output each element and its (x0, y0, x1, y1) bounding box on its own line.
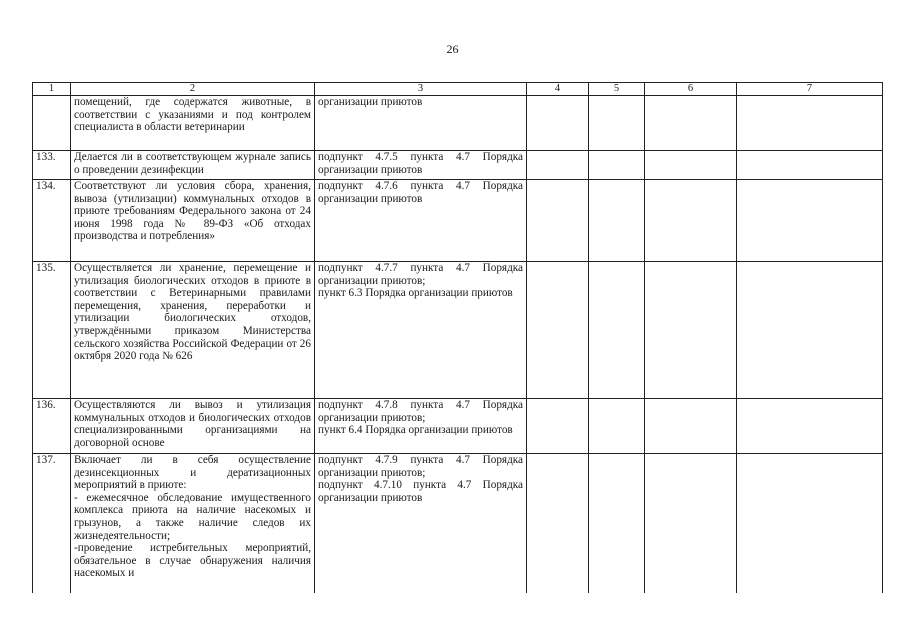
cell-col5 (589, 96, 645, 151)
cell-col6 (645, 454, 737, 593)
requirement-text (71, 96, 315, 151)
requirement-text (71, 399, 315, 454)
cell-col5 (589, 399, 645, 454)
page-number: 26 (446, 42, 459, 56)
row-number: 135. (33, 262, 71, 399)
table-row (33, 454, 883, 593)
reference-line: пункт 6.3 Порядка организации приютов (318, 287, 513, 300)
requirement-text (71, 454, 315, 593)
cell-col7 (737, 96, 883, 151)
reference-line: пункт 6.4 Порядка организации приютов (318, 424, 513, 437)
reference-line: подпункт 4.7.6 пункта 4.7 Порядка организации приютов (318, 180, 523, 205)
row-number: 133. (33, 151, 71, 180)
cell-col5 (589, 262, 645, 399)
cell-col6 (645, 399, 737, 454)
requirement-line: - ежемесячное обследование имущественного комплекса приюта на наличие насекомых и грызунов, а также наличие следов их жизнедеятельности; (74, 491, 311, 542)
column-header-1: 1 (33, 83, 71, 96)
reference-line: подпункт 4.7.10 пункта 4.7 Порядка организации приютов (318, 479, 523, 504)
cell-col5 (589, 454, 645, 593)
cell-col6 (645, 151, 737, 180)
column-header-5: 5 (589, 83, 645, 96)
cell-col6 (645, 96, 737, 151)
header-row (33, 83, 883, 96)
cell-col7 (737, 180, 883, 262)
requirement-line: Соответствуют ли условия сбора, хранения, вывоза (утилизации) коммунальных отходов в приюте требованиям Федерального закона от 24 июня 1998 года № 89-ФЗ «Об отходах производства и потребления» (74, 180, 311, 243)
reference-line: подпункт 4.7.8 пункта 4.7 Порядка организации приютов; (318, 399, 523, 424)
requirement-line: Делается ли в соответствующем журнале запись о проведении дезинфекции (74, 151, 311, 176)
cell-col7 (737, 262, 883, 399)
column-header-7: 7 (737, 83, 883, 96)
reference-line: подпункт 4.7.5 пункта 4.7 Порядка организации приютов (318, 151, 523, 176)
legal-reference (315, 180, 527, 262)
cell-col4 (527, 180, 589, 262)
cell-col7 (737, 399, 883, 454)
column-header-3: 3 (315, 83, 527, 96)
requirement-text (71, 151, 315, 180)
column-header-6: 6 (645, 83, 737, 96)
row-number: 137. (33, 454, 71, 593)
requirement-line: -проведение истребительных мероприятий, обязательное в случае обнаружения наличия насекомых и (74, 542, 311, 580)
row-number (33, 96, 71, 151)
table-row (33, 180, 883, 262)
reference-line: подпункт 4.7.9 пункта 4.7 Порядка организации приютов; (318, 454, 523, 479)
legal-reference (315, 399, 527, 454)
requirement-line: Включает ли в себя осуществление дезинсекционных и дератизационных мероприятий в приюте: (74, 454, 311, 492)
cell-col4 (527, 96, 589, 151)
row-number: 136. (33, 399, 71, 454)
legal-reference (315, 454, 527, 593)
cell-col5 (589, 151, 645, 180)
requirement-text (71, 262, 315, 399)
column-header-4: 4 (527, 83, 589, 96)
table-row (33, 96, 883, 151)
table-row (33, 262, 883, 399)
requirement-line: помещений, где содержатся животные, в соответствии с указаниями и под контролем специалиста в области ветеринарии (74, 96, 311, 134)
reference-line: подпункт 4.7.7 пункта 4.7 Порядка организации приютов; (318, 262, 523, 287)
requirement-text (71, 180, 315, 262)
table-row (33, 399, 883, 454)
checklist-table (32, 82, 883, 593)
cell-col4 (527, 399, 589, 454)
cell-col5 (589, 180, 645, 262)
requirement-line: Осуществляется ли хранение, перемещение и утилизация биологических отходов в приюте в соответствии с Ветеринарными правилами перемещения, хранения, переработки и утилизации биологических отходов, утверждёнными приказом Министерства сельского хозяйства Российской Федерации от 26 октября 2020 года № 626 (74, 262, 311, 363)
reference-line: организации приютов (318, 96, 423, 108)
cell-col4 (527, 454, 589, 593)
requirement-line: Осуществляются ли вывоз и утилизация коммунальных отходов и биологических отходов специализированными организациями на договорной основе (74, 399, 311, 449)
legal-reference (315, 151, 527, 180)
column-header-2: 2 (71, 83, 315, 96)
row-number: 134. (33, 180, 71, 262)
legal-reference (315, 262, 527, 399)
cell-col4 (527, 262, 589, 399)
cell-col6 (645, 262, 737, 399)
cell-col4 (527, 151, 589, 180)
cell-col7 (737, 454, 883, 593)
legal-reference (315, 96, 527, 151)
cell-col6 (645, 180, 737, 262)
table-row (33, 151, 883, 180)
cell-col7 (737, 151, 883, 180)
